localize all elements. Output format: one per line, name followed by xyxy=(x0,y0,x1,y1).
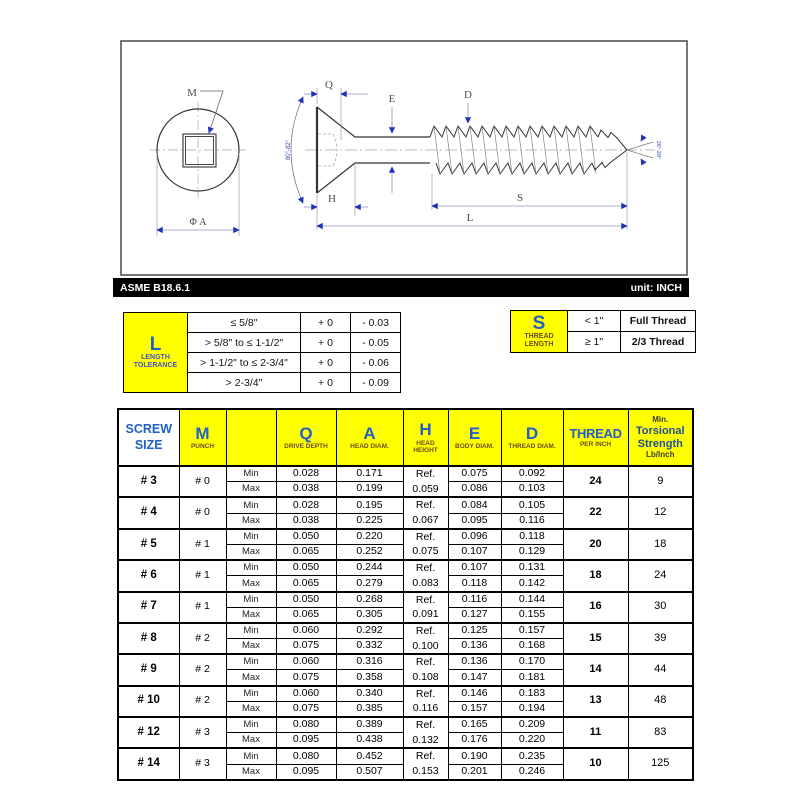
cell-e-min: 0.107 xyxy=(448,560,501,576)
dim-label-l: L xyxy=(466,212,474,224)
l-range: > 2-3/4" xyxy=(188,373,301,393)
table-row xyxy=(124,313,401,333)
l-symbol-caption: LENGTH TOLERANCE xyxy=(133,353,178,369)
cell-d-min: 0.209 xyxy=(501,717,563,733)
header-thread xyxy=(563,409,628,466)
cell-q-max: 0.038 xyxy=(276,482,336,498)
technical-drawing xyxy=(120,40,688,276)
head-height-max: 0.132 xyxy=(412,733,439,746)
cell-screw-size: # 9 xyxy=(118,654,179,685)
head-height-ref: Ref. xyxy=(415,530,436,543)
cell-head-height xyxy=(403,466,448,497)
point-angle-label: 26°-28° xyxy=(655,140,661,160)
dim-label-q: Q xyxy=(325,79,333,91)
cell-punch: # 1 xyxy=(179,560,226,591)
cell-e-min: 0.136 xyxy=(448,654,501,670)
cell-strength: 30 xyxy=(628,592,693,623)
cell-thread-per-inch: 16 xyxy=(563,592,628,623)
l-minus: - 0.09 xyxy=(351,373,401,393)
l-plus: + 0 xyxy=(301,333,351,353)
cell-min-label: Min xyxy=(226,529,276,545)
cell-punch: # 0 xyxy=(179,497,226,528)
head-height-max: 0.059 xyxy=(412,482,439,495)
cell-head-height xyxy=(403,654,448,685)
cell-e-min: 0.146 xyxy=(448,686,501,702)
l-minus: - 0.05 xyxy=(351,333,401,353)
head-height-ref: Ref. xyxy=(415,750,436,763)
drawing-frame xyxy=(121,41,687,275)
cell-e-max: 0.147 xyxy=(448,670,501,686)
cell-e-min: 0.190 xyxy=(448,748,501,764)
cell-head-height xyxy=(403,497,448,528)
dim-label-m: M xyxy=(187,87,197,99)
cell-min-label: Min xyxy=(226,623,276,639)
cell-strength: 9 xyxy=(628,466,693,497)
head-height-max: 0.083 xyxy=(412,576,439,589)
header-e-sym: E xyxy=(468,423,481,443)
cell-a-min: 0.340 xyxy=(336,686,403,702)
cell-e-max: 0.136 xyxy=(448,639,501,655)
cell-d-max: 0.181 xyxy=(501,670,563,686)
table-row xyxy=(118,466,693,482)
head-height-ref: Ref. xyxy=(415,468,436,480)
header-q-sym: Q xyxy=(299,423,313,443)
cell-e-max: 0.086 xyxy=(448,482,501,498)
header-row xyxy=(118,409,693,466)
cell-d-min: 0.183 xyxy=(501,686,563,702)
head-height-ref: Ref. xyxy=(415,687,436,700)
head-angle-label: 80°-82° xyxy=(286,139,292,161)
cell-e-min: 0.125 xyxy=(448,623,501,639)
header-h-sym: H xyxy=(419,420,432,440)
cell-max-label: Max xyxy=(226,670,276,686)
cell-q-max: 0.075 xyxy=(276,639,336,655)
cell-a-max: 0.358 xyxy=(336,670,403,686)
cell-q-min: 0.028 xyxy=(276,466,336,482)
cell-head-height xyxy=(403,560,448,591)
header-q xyxy=(276,409,336,466)
cell-a-max: 0.199 xyxy=(336,482,403,498)
header-q-sub: DRIVE DEPTH xyxy=(284,443,328,451)
cell-thread-per-inch: 14 xyxy=(563,654,628,685)
table-row xyxy=(118,529,693,545)
cell-q-max: 0.065 xyxy=(276,576,336,592)
dim-label-d: D xyxy=(464,89,472,101)
cell-max-label: Max xyxy=(226,482,276,498)
cell-screw-size: # 7 xyxy=(118,592,179,623)
cell-d-min: 0.118 xyxy=(501,529,563,545)
l-range: > 5/8" to ≤ 1-1/2" xyxy=(188,333,301,353)
cell-e-min: 0.116 xyxy=(448,592,501,608)
cell-q-min: 0.080 xyxy=(276,748,336,764)
cell-q-max: 0.095 xyxy=(276,733,336,749)
cell-a-min: 0.220 xyxy=(336,529,403,545)
cell-screw-size: # 8 xyxy=(118,623,179,654)
cell-q-min: 0.060 xyxy=(276,623,336,639)
head-height-max: 0.153 xyxy=(412,765,439,778)
square-drive-inner xyxy=(186,137,214,165)
cell-screw-size: # 10 xyxy=(118,686,179,717)
l-minus: - 0.03 xyxy=(351,313,401,333)
cell-thread-per-inch: 11 xyxy=(563,717,628,748)
cell-strength: 24 xyxy=(628,560,693,591)
cell-min-label: Min xyxy=(226,466,276,482)
l-symbol: L xyxy=(149,333,162,355)
l-plus: + 0 xyxy=(301,353,351,373)
s-symbol-caption: THREAD LENGTH xyxy=(524,332,554,348)
cell-head-height xyxy=(403,717,448,748)
cell-a-max: 0.252 xyxy=(336,544,403,560)
cell-a-min: 0.268 xyxy=(336,592,403,608)
length-tolerance-table xyxy=(123,312,401,393)
cell-e-max: 0.176 xyxy=(448,733,501,749)
cell-thread-per-inch: 10 xyxy=(563,748,628,779)
cell-screw-size: # 4 xyxy=(118,497,179,528)
head-height-ref: Ref. xyxy=(415,624,436,637)
cell-punch: # 3 xyxy=(179,717,226,748)
cell-min-label: Min xyxy=(226,717,276,733)
cell-d-max: 0.129 xyxy=(501,544,563,560)
cell-punch: # 3 xyxy=(179,748,226,779)
cell-thread-per-inch: 22 xyxy=(563,497,628,528)
cell-a-min: 0.452 xyxy=(336,748,403,764)
l-range: > 1-1/2" to ≤ 2-3/4" xyxy=(188,353,301,373)
cell-d-max: 0.155 xyxy=(501,607,563,623)
table-row xyxy=(118,748,693,764)
head-height-max: 0.067 xyxy=(412,514,439,527)
cell-thread-per-inch: 18 xyxy=(563,560,628,591)
header-thread-sym: THREAD xyxy=(569,425,622,441)
cell-head-height xyxy=(403,529,448,560)
header-strength-unit: Lb/Inch xyxy=(646,450,675,460)
cell-head-height xyxy=(403,592,448,623)
header-d xyxy=(501,409,563,466)
cell-e-max: 0.201 xyxy=(448,764,501,780)
cell-d-max: 0.168 xyxy=(501,639,563,655)
l-plus: + 0 xyxy=(301,313,351,333)
cell-e-min: 0.075 xyxy=(448,466,501,482)
cell-punch: # 0 xyxy=(179,466,226,497)
cell-max-label: Max xyxy=(226,544,276,560)
cell-q-min: 0.060 xyxy=(276,654,336,670)
cell-d-max: 0.142 xyxy=(501,576,563,592)
cell-d-min: 0.144 xyxy=(501,592,563,608)
header-d-sym: D xyxy=(525,423,539,443)
cell-head-height xyxy=(403,623,448,654)
square-drive-outer xyxy=(183,134,216,167)
header-a-sub: HEAD DIAM. xyxy=(350,443,389,451)
cell-e-min: 0.084 xyxy=(448,497,501,513)
cell-a-min: 0.195 xyxy=(336,497,403,513)
header-thread-sub: PER INCH xyxy=(579,441,612,449)
cell-a-max: 0.225 xyxy=(336,513,403,529)
header-strength xyxy=(628,409,693,466)
dim-label-e: E xyxy=(388,93,396,105)
cell-strength: 12 xyxy=(628,497,693,528)
cell-d-max: 0.246 xyxy=(501,764,563,780)
cell-d-max: 0.116 xyxy=(501,513,563,529)
cell-punch: # 2 xyxy=(179,623,226,654)
cell-a-max: 0.305 xyxy=(336,607,403,623)
cell-min-label: Min xyxy=(226,686,276,702)
head-height-max: 0.091 xyxy=(412,608,439,621)
table-row xyxy=(118,717,693,733)
cell-a-max: 0.332 xyxy=(336,639,403,655)
l-plus: + 0 xyxy=(301,373,351,393)
cell-d-max: 0.194 xyxy=(501,701,563,717)
s-range: < 1" xyxy=(568,311,621,332)
cell-d-min: 0.092 xyxy=(501,466,563,482)
thread-length-table xyxy=(510,310,696,353)
table-row xyxy=(118,592,693,608)
cell-screw-size: # 12 xyxy=(118,717,179,748)
cell-screw-size: # 14 xyxy=(118,748,179,779)
cell-min-label: Min xyxy=(226,560,276,576)
cell-q-min: 0.050 xyxy=(276,560,336,576)
cell-punch: # 2 xyxy=(179,654,226,685)
head-height-ref: Ref. xyxy=(415,656,436,669)
standard-name: ASME B18.6.1 xyxy=(120,281,191,294)
dim-label-h: H xyxy=(328,193,336,205)
cell-min-label: Min xyxy=(226,654,276,670)
head-height-ref: Ref. xyxy=(415,499,436,512)
head-height-max: 0.075 xyxy=(412,545,439,558)
cell-e-min: 0.165 xyxy=(448,717,501,733)
standard-bar xyxy=(113,278,689,297)
header-m-sub: PUNCH xyxy=(190,443,215,451)
cell-e-max: 0.157 xyxy=(448,701,501,717)
cell-a-min: 0.316 xyxy=(336,654,403,670)
header-h xyxy=(403,409,448,466)
cell-strength: 44 xyxy=(628,654,693,685)
cell-a-max: 0.385 xyxy=(336,701,403,717)
cell-a-min: 0.244 xyxy=(336,560,403,576)
cell-max-label: Max xyxy=(226,639,276,655)
cell-d-max: 0.103 xyxy=(501,482,563,498)
cell-max-label: Max xyxy=(226,513,276,529)
cell-q-min: 0.028 xyxy=(276,497,336,513)
header-a xyxy=(336,409,403,466)
cell-max-label: Max xyxy=(226,764,276,780)
screw-spec-table xyxy=(117,408,694,781)
cell-a-min: 0.171 xyxy=(336,466,403,482)
cell-q-min: 0.080 xyxy=(276,717,336,733)
s-value: Full Thread xyxy=(621,311,696,332)
cell-a-min: 0.292 xyxy=(336,623,403,639)
cell-e-max: 0.127 xyxy=(448,607,501,623)
cell-q-min: 0.050 xyxy=(276,592,336,608)
cell-max-label: Max xyxy=(226,607,276,623)
cell-e-max: 0.095 xyxy=(448,513,501,529)
cell-max-label: Max xyxy=(226,576,276,592)
cell-q-max: 0.065 xyxy=(276,607,336,623)
l-minus: - 0.06 xyxy=(351,353,401,373)
table-row xyxy=(511,311,696,332)
cell-head-height xyxy=(403,686,448,717)
cell-max-label: Max xyxy=(226,701,276,717)
head-height-ref: Ref. xyxy=(415,593,436,606)
cell-e-min: 0.096 xyxy=(448,529,501,545)
header-a-sym: A xyxy=(363,423,376,443)
cell-q-max: 0.065 xyxy=(276,544,336,560)
cell-screw-size: # 3 xyxy=(118,466,179,497)
cell-strength: 18 xyxy=(628,529,693,560)
l-range: ≤ 5/8" xyxy=(188,313,301,333)
cell-d-min: 0.131 xyxy=(501,560,563,576)
cell-a-max: 0.507 xyxy=(336,764,403,780)
cell-q-min: 0.060 xyxy=(276,686,336,702)
cell-a-max: 0.279 xyxy=(336,576,403,592)
header-h-sub: HEAD HEIGHT xyxy=(413,439,438,454)
table-row xyxy=(118,560,693,576)
header-m-sym: M xyxy=(195,423,210,443)
table-row xyxy=(118,623,693,639)
cell-q-min: 0.050 xyxy=(276,529,336,545)
cell-screw-size: # 5 xyxy=(118,529,179,560)
cell-d-min: 0.105 xyxy=(501,497,563,513)
head-height-max: 0.116 xyxy=(412,702,439,715)
cell-d-min: 0.157 xyxy=(501,623,563,639)
header-e-sub: BODY DIAM. xyxy=(455,443,494,451)
header-strength-min: Min. xyxy=(652,415,669,425)
cell-q-max: 0.075 xyxy=(276,701,336,717)
cell-strength: 83 xyxy=(628,717,693,748)
cell-punch: # 1 xyxy=(179,529,226,560)
cell-e-max: 0.107 xyxy=(448,544,501,560)
header-d-sub: THREAD DIAM. xyxy=(508,443,556,451)
cell-d-min: 0.235 xyxy=(501,748,563,764)
dim-label-phi-a: Φ A xyxy=(189,217,207,228)
cell-punch: # 1 xyxy=(179,592,226,623)
header-minmax xyxy=(226,409,276,466)
cell-max-label: Max xyxy=(226,733,276,749)
cell-q-max: 0.095 xyxy=(276,764,336,780)
cell-strength: 39 xyxy=(628,623,693,654)
s-symbol: S xyxy=(532,312,546,334)
cell-thread-per-inch: 13 xyxy=(563,686,628,717)
header-m xyxy=(179,409,226,466)
s-range: ≥ 1" xyxy=(568,332,621,353)
table-row xyxy=(118,654,693,670)
header-strength-main: Torsional Strength xyxy=(635,424,685,450)
cell-min-label: Min xyxy=(226,497,276,513)
cell-thread-per-inch: 20 xyxy=(563,529,628,560)
table-row xyxy=(118,497,693,513)
cell-thread-per-inch: 24 xyxy=(563,466,628,497)
unit-label: unit: INCH xyxy=(630,281,682,294)
cell-punch: # 2 xyxy=(179,686,226,717)
cell-a-min: 0.389 xyxy=(336,717,403,733)
head-height-max: 0.108 xyxy=(412,670,439,683)
s-value: 2/3 Thread xyxy=(621,332,696,353)
cell-q-max: 0.075 xyxy=(276,670,336,686)
head-height-ref: Ref. xyxy=(415,562,436,575)
header-e xyxy=(448,409,501,466)
table-row xyxy=(118,686,693,702)
cell-strength: 125 xyxy=(628,748,693,779)
s-symbol-cell xyxy=(511,311,568,353)
cell-min-label: Min xyxy=(226,592,276,608)
cell-d-min: 0.170 xyxy=(501,654,563,670)
cell-d-max: 0.220 xyxy=(501,733,563,749)
header-screw-size: SCREW SIZE xyxy=(118,409,179,466)
cell-thread-per-inch: 15 xyxy=(563,623,628,654)
cell-q-max: 0.038 xyxy=(276,513,336,529)
head-height-ref: Ref. xyxy=(415,719,436,731)
cell-min-label: Min xyxy=(226,748,276,764)
head-height-max: 0.100 xyxy=(412,639,439,652)
cell-strength: 48 xyxy=(628,686,693,717)
cell-a-max: 0.438 xyxy=(336,733,403,749)
cell-screw-size: # 6 xyxy=(118,560,179,591)
l-symbol-cell xyxy=(124,313,188,393)
cell-e-max: 0.118 xyxy=(448,576,501,592)
cell-head-height xyxy=(403,748,448,779)
dim-label-s: S xyxy=(516,192,524,204)
